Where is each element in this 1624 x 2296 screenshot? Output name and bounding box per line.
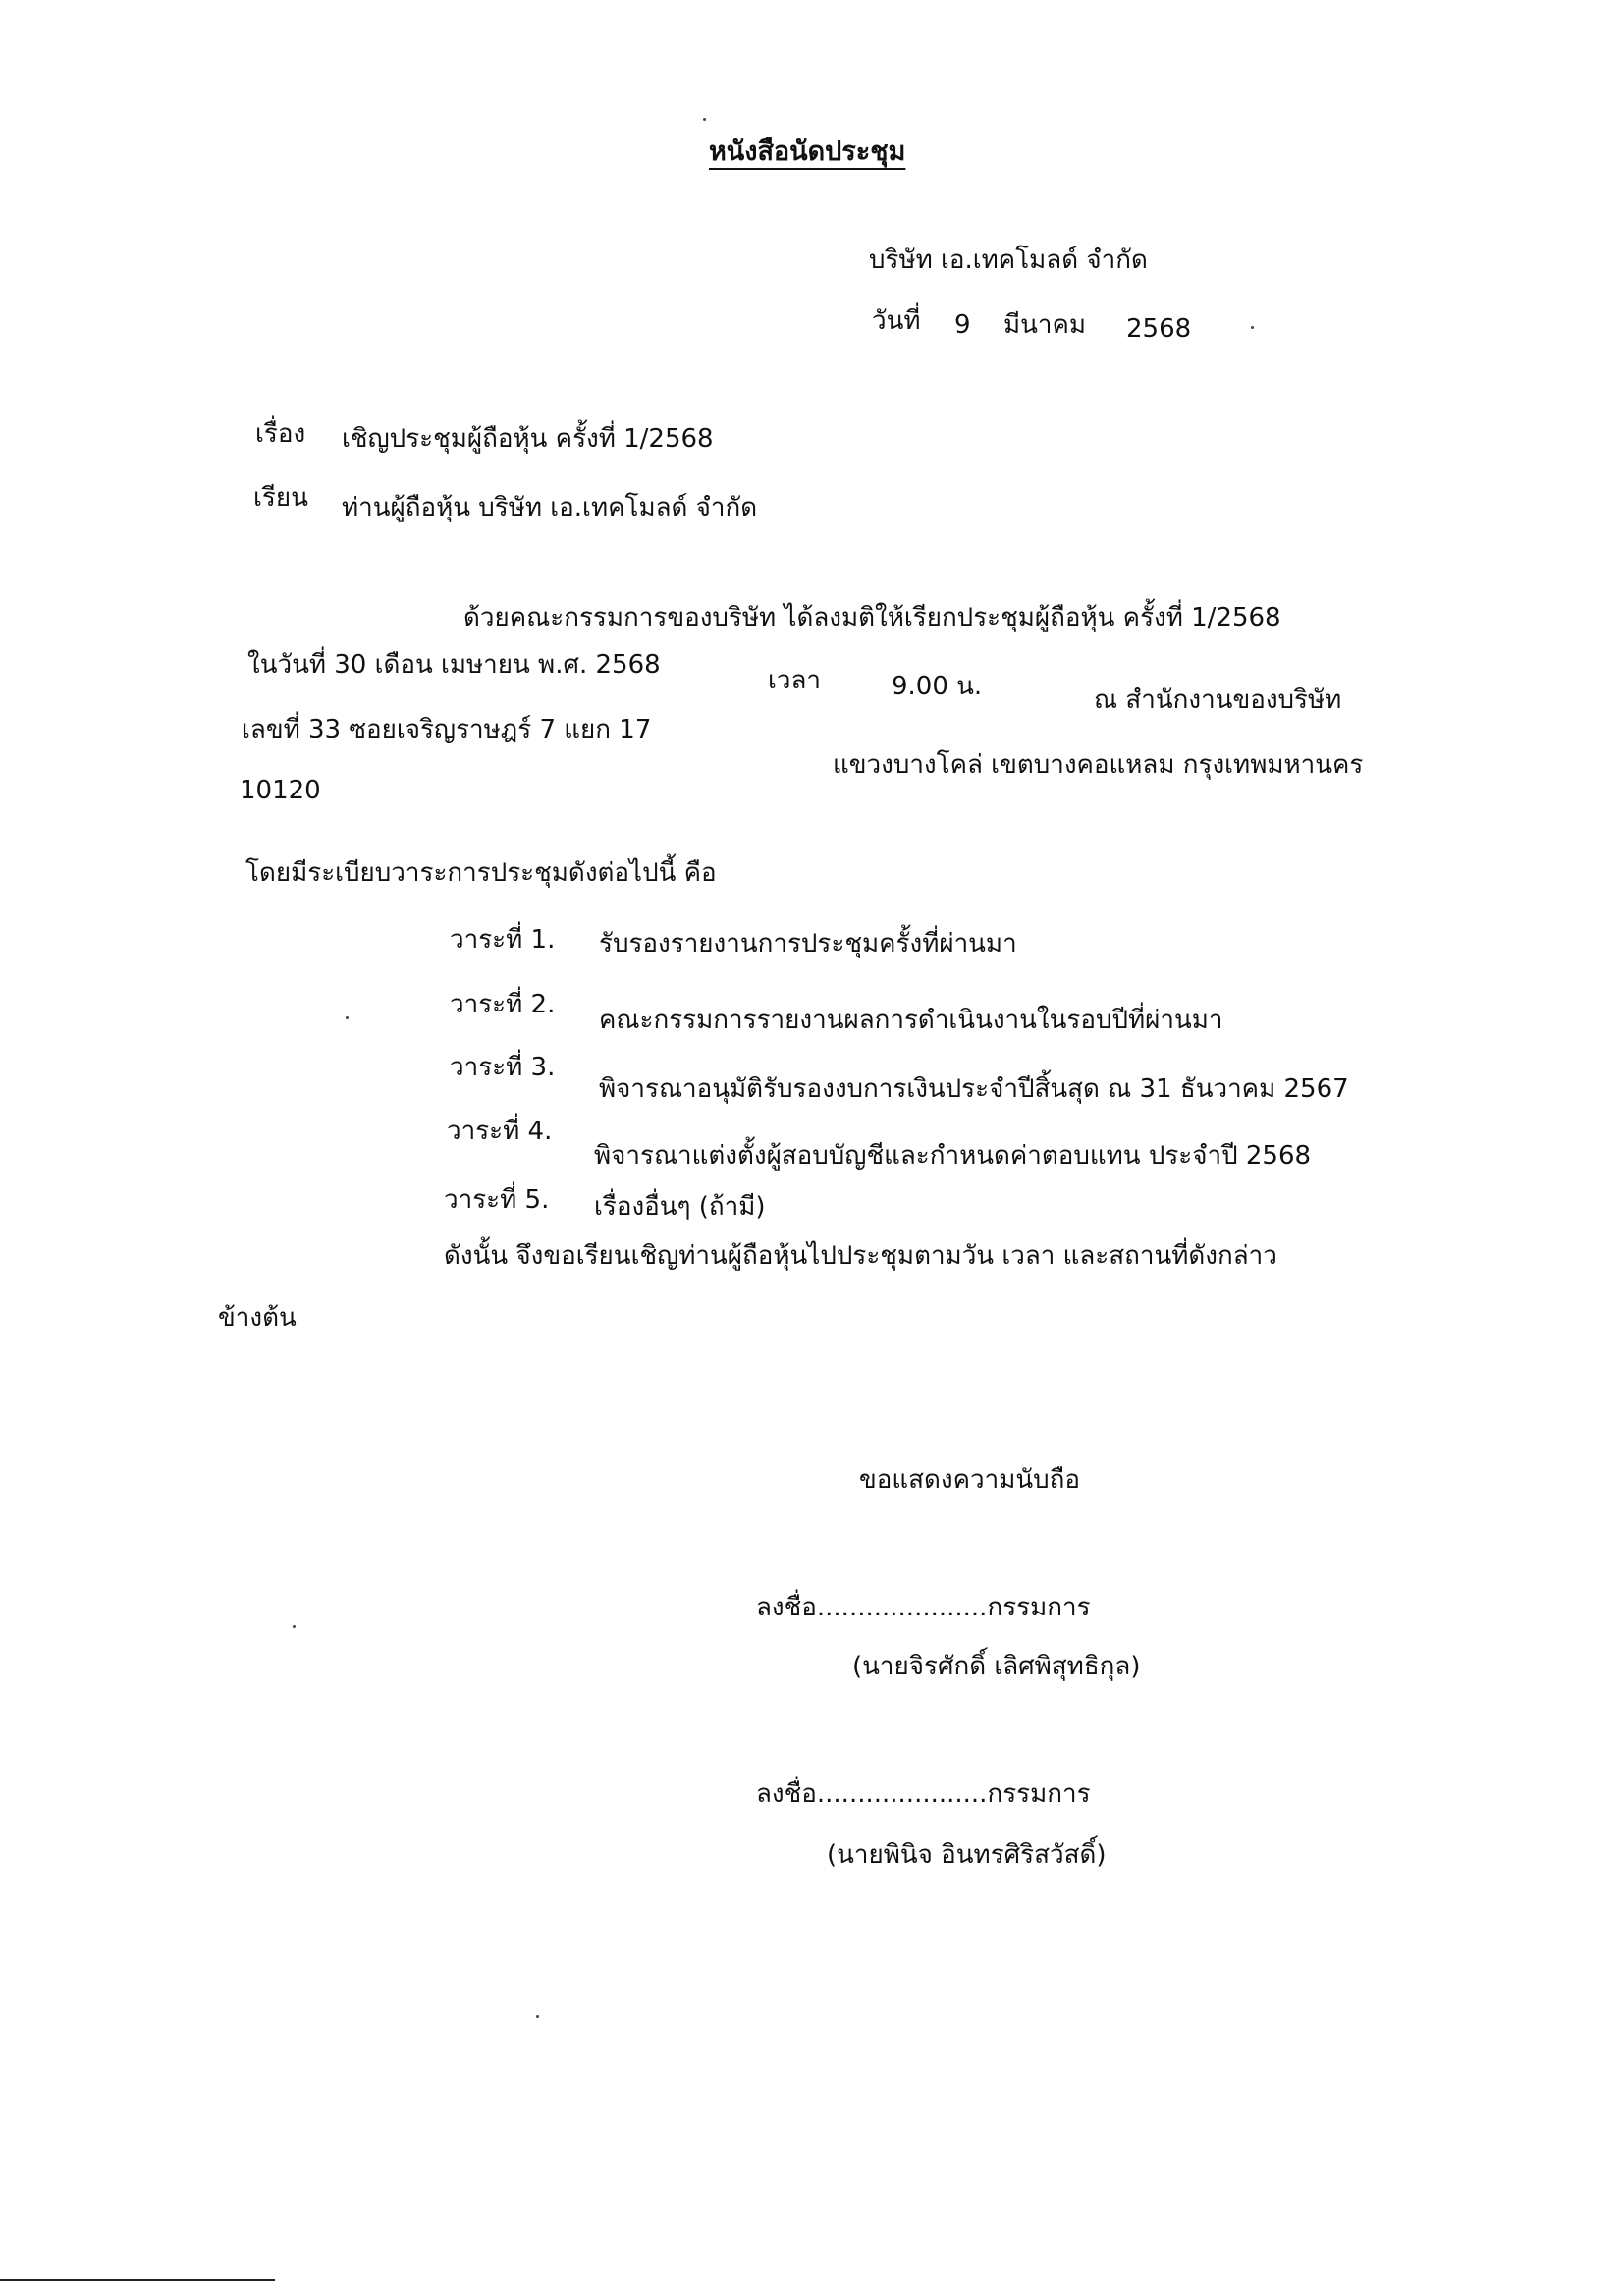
body-line-3-address: เลขที่ 33 ซอยเจริญราษฎร์ 7 แยก 17 — [242, 715, 652, 744]
agenda-label: วาระที่ 2. — [450, 990, 556, 1019]
company-header: บริษัท เอ.เทคโมลด์ จำกัด — [869, 246, 1148, 275]
date-year: 2568 — [1126, 314, 1192, 344]
signature-line: ลงชื่อ.....................กรรมการ — [756, 1779, 1091, 1809]
scan-speck — [346, 1016, 349, 1019]
date-month: มีนาคม — [1003, 310, 1087, 340]
agenda-label: วาระที่ 1. — [450, 925, 556, 955]
agenda-text: รับรองรายงานการประชุมครั้งที่ผ่านมา — [599, 929, 1017, 958]
scan-speck — [536, 2015, 539, 2018]
body-line-4-postcode: 10120 — [240, 776, 321, 805]
agenda-intro: โดยมีระเบียบวาระการประชุมดังต่อไปนี้ คือ — [245, 858, 717, 888]
bottom-rule — [0, 2279, 275, 2281]
scan-speck — [293, 1625, 296, 1628]
agenda-label: วาระที่ 5. — [444, 1185, 550, 1215]
agenda-text: คณะกรรมการรายงานผลการดำเนินงานในรอบปีที่ผ่านมา — [599, 1006, 1223, 1035]
body-line-2-place: ณ สำนักงานของบริษัท — [1094, 685, 1342, 715]
body-line-1: ด้วยคณะกรรมการของบริษัท ได้ลงมติให้เรียกประชุมผู้ถือหุ้น ครั้งที่ 1/2568 — [463, 603, 1281, 632]
agenda-text: เรื่องอื่นๆ (ถ้ามี) — [594, 1192, 766, 1222]
scan-speck — [1251, 326, 1254, 329]
date-label: วันที่ — [872, 306, 921, 336]
agenda-text: พิจารณาอนุมัติรับรองงบการเงินประจำปีสิ้นสุด ณ 31 ธันวาคม 2567 — [599, 1074, 1349, 1104]
signature-line: ลงชื่อ.....................กรรมการ — [756, 1593, 1091, 1622]
closing-line-2: ข้างต้น — [218, 1303, 297, 1333]
agenda-text: พิจารณาแต่งตั้งผู้สอบบัญชีและกำหนดค่าตอบแทน ประจำปี 2568 — [594, 1141, 1312, 1171]
recipient-text: ท่านผู้ถือหุ้น บริษัท เอ.เทคโมลด์ จำกัด — [342, 493, 758, 522]
document-title: หนังสือนัดประชุม — [709, 137, 906, 167]
recipient-label: เรียน — [253, 483, 308, 513]
body-line-2-time-label: เวลา — [768, 666, 822, 695]
closing-respect: ขอแสดงความนับถือ — [859, 1465, 1080, 1495]
signatory-name: (นายพินิจ อินทรศิริสวัสดิ์) — [827, 1840, 1107, 1870]
body-line-3-district: แขวงบางโคล่ เขตบางคอแหลม กรุงเทพมหานคร — [833, 750, 1364, 780]
scan-speck — [703, 118, 706, 121]
signatory-name: (นายจิรศักดิ์ เลิศพิสุทธิกุล) — [852, 1652, 1141, 1681]
closing-line-1: ดังนั้น จึงขอเรียนเชิญท่านผู้ถือหุ้นไปประชุมตามวัน เวลา และสถานที่ดังกล่าว — [444, 1241, 1277, 1271]
body-line-2-time: 9.00 น. — [892, 672, 983, 701]
date-day: 9 — [954, 310, 971, 340]
subject-text: เชิญประชุมผู้ถือหุ้น ครั้งที่ 1/2568 — [342, 424, 714, 454]
subject-label: เรื่อง — [255, 419, 306, 449]
agenda-label: วาระที่ 3. — [450, 1053, 556, 1082]
agenda-label: วาระที่ 4. — [447, 1117, 553, 1146]
body-line-2-date: ในวันที่ 30 เดือน เมษายน พ.ศ. 2568 — [247, 650, 661, 680]
